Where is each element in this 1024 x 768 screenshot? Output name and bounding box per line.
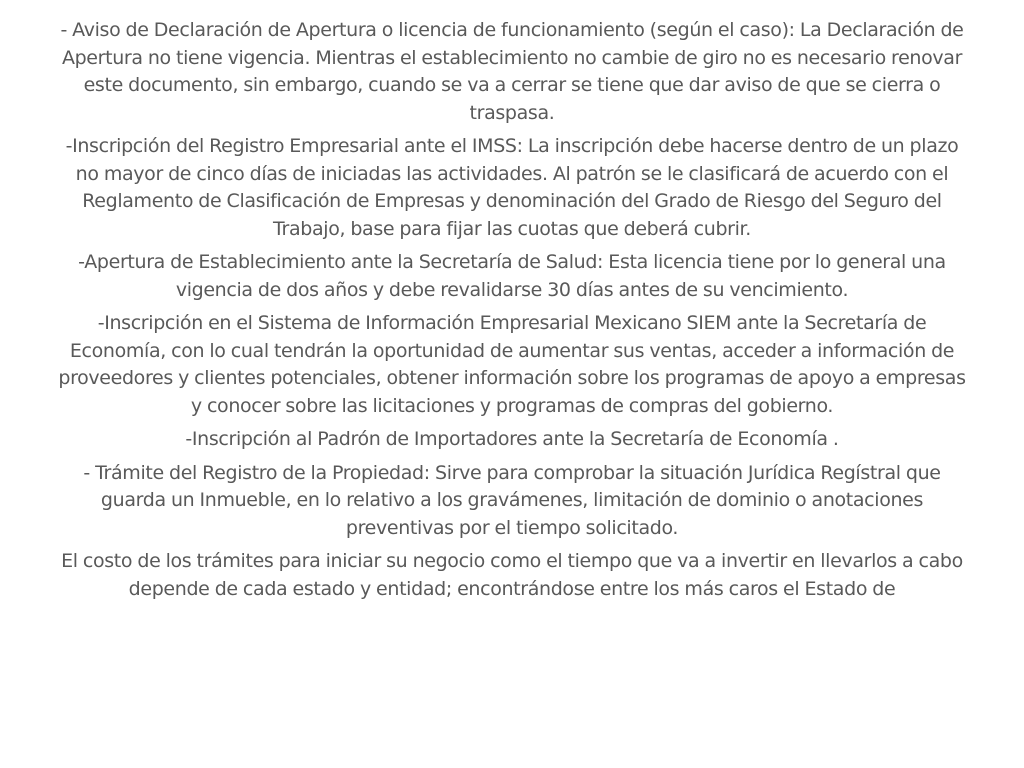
paragraph-costo-tramites: El costo de los trámites para iniciar su negocio como el tiempo que va a invertir en llevarlos a cabo depende de cada estado y entidad; encontrándose entre los más caros el Estado de: [61, 550, 963, 600]
paragraph-siem: -Inscripción en el Sistema de Información Empresarial Mexicano SIEM ante la Secretaría de Economía, con lo cual tendrán la oportunidad de aumentar sus ventas, acceder a información de proveedores y clientes potenciales, obtener información sobre los programas de apoyo a empresas y conocer sobre las licitaciones y programas de compras del gobierno.: [58, 312, 966, 417]
paragraph-registro-imss: -Inscripción del Registro Empresarial ante el IMSS: La inscripción debe hacerse dentro de un plazo no mayor de cinco días de iniciadas las actividades. Al patrón se le clasificará de acuerdo con el Reglamento de Clasificación de Empresas y denominación del Grado de Riesgo del Seguro del Trabajo, base para fijar las cuotas que deberá cubrir.: [65, 135, 959, 240]
paragraph-aviso-apertura: - Aviso de Declaración de Apertura o licencia de funcionamiento (según el caso): La Declaración de Apertura no tiene vigencia. Mientras el establecimiento no cambie de giro no es necesario renovar este documento, sin embargo, cuando se va a cerrar se tiene que dar aviso de que se cierra o traspasa.: [60, 19, 964, 124]
paragraph-padron-importadores: -Inscripción al Padrón de Importadores ante la Secretaría de Economía .: [185, 428, 839, 450]
paragraph-registro-propiedad: - Trámite del Registro de la Propiedad: Sirve para comprobar la situación Jurídica Regístral que guarda un Inmueble, en lo relativo a los gravámenes, limitación de dominio o anotaciones preventivas por el tiempo solicitado.: [83, 461, 941, 539]
paragraph-secretaria-salud: -Apertura de Establecimiento ante la Secretaría de Salud: Esta licencia tiene por lo general una vigencia de dos años y debe revalidarse 30 días antes de su vencimiento.: [78, 251, 946, 301]
